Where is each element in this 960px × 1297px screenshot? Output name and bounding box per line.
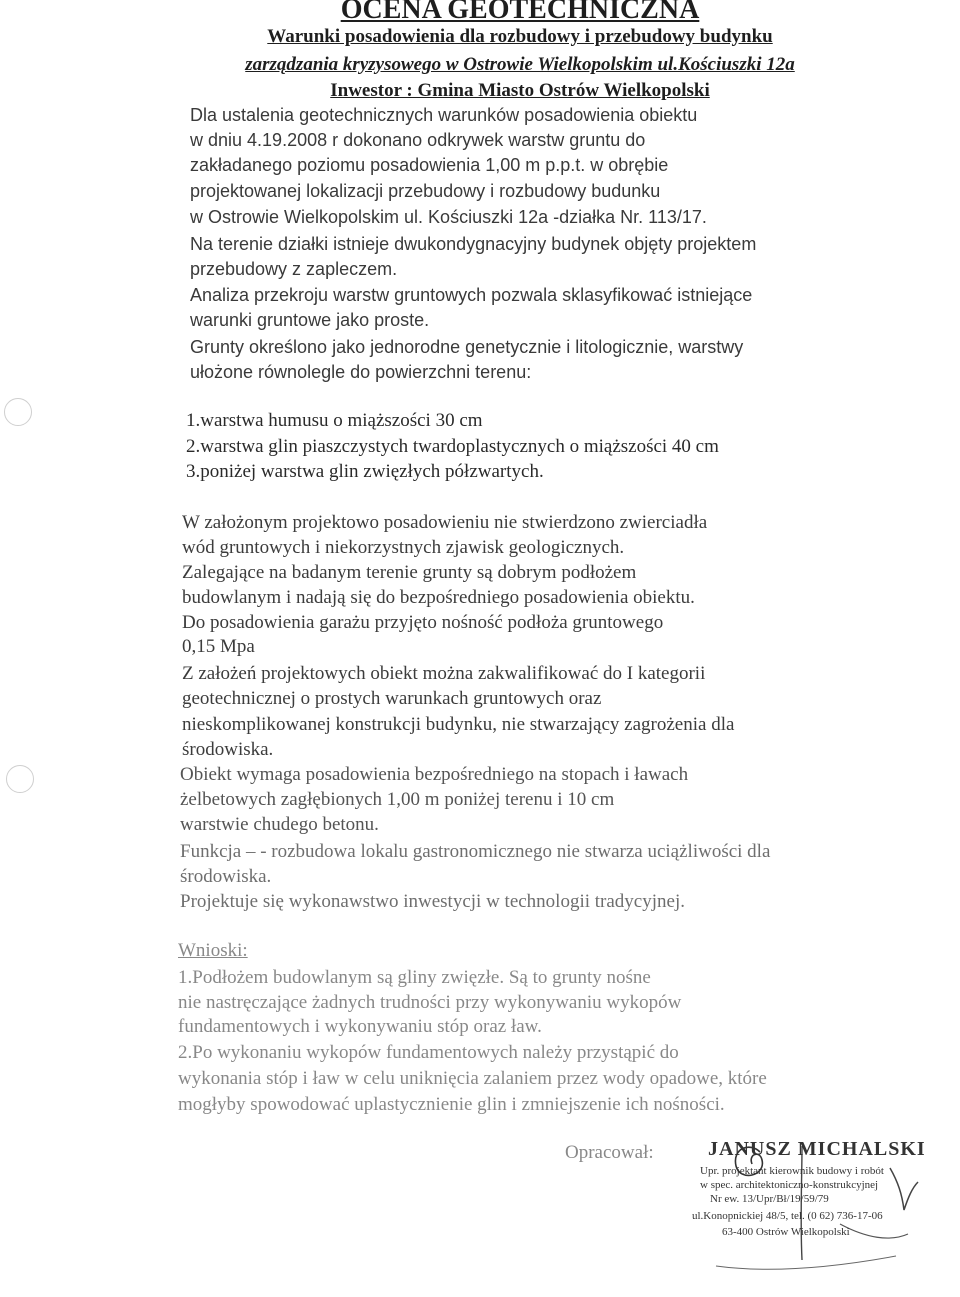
conclusion-line: fundamentowych i wykonywaniu stóp oraz ław. xyxy=(178,1016,542,1037)
assessment-line: budowlanym i nadają się do bezpośredniego posadowienia obiektu. xyxy=(182,587,695,608)
intro-line: projektowanej lokalizacji przebudowy i rozbudowy budunku xyxy=(190,181,661,201)
stamp-line: ul.Konopnickiej 48/5, tel. (0 62) 736-17-06 xyxy=(692,1210,883,1222)
subtitle-line-1: Warunki posadowienia dla rozbudowy i przebudowy budynku xyxy=(267,26,773,47)
soil-layer-item: 1.warstwa humusu o miąższości 30 cm xyxy=(186,410,483,431)
stamp-line: 63-400 Ostrów Wielkopolski xyxy=(722,1226,850,1238)
assessment-line: Projektuje się wykonawstwo inwestycji w technologii tradycyjnej. xyxy=(180,891,685,912)
conclusions-heading: Wnioski: xyxy=(178,940,248,961)
intro-line: warunki gruntowe jako proste. xyxy=(190,310,430,330)
assessment-line: Funkcja – - rozbudowa lokalu gastronomicznego nie stwarza uciążliwości dla xyxy=(180,841,771,862)
assessment-line: Z założeń projektowych obiekt można zakwalifikować do I kategorii xyxy=(182,663,706,684)
intro-line: Analiza przekroju warstw gruntowych pozwala sklasyfikować istniejące xyxy=(190,285,753,305)
assessment-line: nieskomplikowanej konstrukcji budynku, nie stwarzający zagrożenia dla xyxy=(182,714,735,735)
conclusion-line: wykonania stóp i ław w celu uniknięcia zalaniem przez wody opadowe, które xyxy=(178,1068,767,1089)
assessment-line: warstwie chudego betonu. xyxy=(180,814,379,835)
conclusion-line: 2.Po wykonaniu wykopów fundamentowych należy przystąpić do xyxy=(178,1042,679,1063)
assessment-line: geotechnicznej o prostych warunkach gruntowych oraz xyxy=(182,688,602,709)
assessment-line: środowiska. xyxy=(182,739,274,760)
intro-line: Na terenie działki istnieje dwukondygnacyjny budynek objęty projektem xyxy=(190,234,757,254)
prepared-by-label: Opracował: xyxy=(565,1142,654,1163)
investor-line: Inwestor : Gmina Miasto Ostrów Wielkopolski xyxy=(330,80,710,101)
stamp-name: JANUSZ MICHALSKI xyxy=(708,1138,926,1160)
stamp-line: Upr. projektant kierownik budowy i robót xyxy=(700,1165,884,1177)
conclusion-line: nie nastręczające żadnych trudności przy wykonywaniu wykopów xyxy=(178,992,682,1013)
soil-layer-item: 2.warstwa glin piaszczystych twardoplastycznych o miąższości 40 cm xyxy=(186,436,719,457)
intro-line: Grunty określono jako jednorodne genetycznie i litologicznie, warstwy xyxy=(190,337,744,357)
assessment-line: Zalegające na badanym terenie grunty są dobrym podłożem xyxy=(182,562,637,583)
intro-line: w dniu 4.19.2008 r dokonano odkrywek warstw gruntu do xyxy=(190,130,646,150)
intro-line: ułożone równolegle do powierzchni terenu: xyxy=(190,362,532,382)
assessment-line: żelbetowych zagłębionych 1,00 m poniżej terenu i 10 cm xyxy=(180,789,615,810)
conclusion-line: mogłyby spowodować uplastycznienie glin i zmniejszenie ich nośności. xyxy=(178,1094,725,1115)
assessment-line: Do posadowienia garażu przyjęto nośność podłoża gruntowego xyxy=(182,612,664,633)
stamp-line: w spec. architektoniczno-konstrukcyjnej xyxy=(700,1179,879,1191)
assessment-line: wód gruntowych i niekorzystnych zjawisk geologicznych. xyxy=(182,537,625,558)
assessment-line: Obiekt wymaga posadowienia bezpośredniego na stopach i ławach xyxy=(180,764,689,785)
intro-line: zakładanego poziomu posadowienia 1,00 m p.p.t. w obrębie xyxy=(190,155,669,175)
document-title: OCENA GEOTECHNICZNA xyxy=(340,0,700,25)
conclusion-line: 1.Podłożem budowlanym są gliny zwięzłe. Są to grunty nośne xyxy=(178,967,651,988)
soil-layer-item: 3.poniżej warstwa glin zwięzłych półzwartych. xyxy=(186,461,544,482)
stamp-line: Nr ew. 13/Upr/Bł/19/59/79 xyxy=(710,1193,829,1205)
subtitle-line-2: zarządzania kryzysowego w Ostrowie Wielkopolskim ul.Kościuszki 12a xyxy=(245,54,795,75)
intro-line: w Ostrowie Wielkopolskim ul. Kościuszki 12a -działka Nr. 113/17. xyxy=(190,207,707,227)
assessment-line: 0,15 Mpa xyxy=(182,636,255,657)
assessment-line: środowiska. xyxy=(180,866,272,887)
intro-line: Dla ustalenia geotechnicznych warunków posadowienia obiektu xyxy=(190,105,698,125)
author-stamp xyxy=(690,1138,926,1276)
assessment-line: W założonym projektowo posadowieniu nie stwierdzono zwierciadła xyxy=(182,512,708,533)
punch-hole-mark xyxy=(4,398,32,426)
punch-hole-mark xyxy=(6,765,34,793)
intro-line: przebudowy z zapleczem. xyxy=(190,259,398,279)
